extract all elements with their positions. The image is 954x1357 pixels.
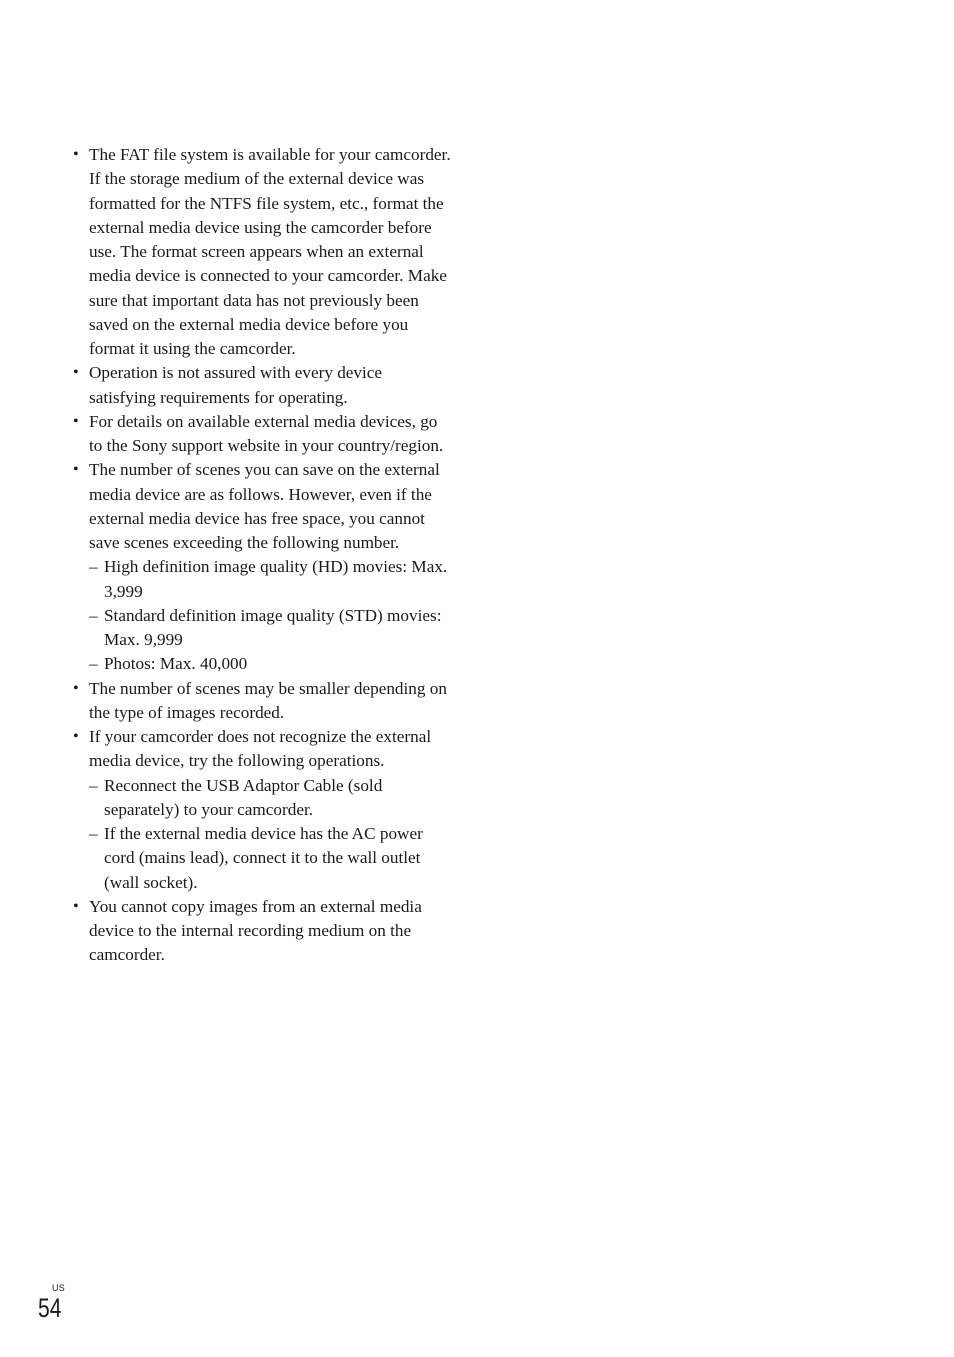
subitem-text: If the external media device has the AC power cord (mains lead), connect it to the wall outlet (wall socket). (104, 824, 423, 892)
note-operation-not-assured (73, 361, 451, 410)
subitem-text: High definition image quality (HD) movies: Max. 3,999 (104, 557, 448, 601)
dash-icon: – (89, 775, 98, 795)
subitem-ac-power (73, 822, 451, 895)
bullet-icon: • (73, 728, 79, 745)
note-text: Operation is not assured with every device satisfying requirements for operating. (89, 363, 383, 407)
note-fat-file-system (73, 143, 451, 361)
bullet-icon: • (73, 897, 79, 915)
subitem-reconnect-usb (73, 774, 451, 823)
bullet-icon: • (73, 364, 79, 382)
subitem-std-limit (73, 604, 451, 653)
note-text: For details on available external media devices, go to the Sony support website in your country/region. (89, 411, 444, 455)
dash-icon: – (89, 654, 98, 674)
dash-icon: – (89, 557, 98, 577)
language-code: US (52, 1283, 65, 1293)
subitem-hd-limit (73, 555, 451, 604)
note-scenes-smaller (73, 677, 451, 726)
subitem-text: Photos: Max. 40,000 (104, 654, 248, 674)
subitem-text: Reconnect the USB Adaptor Cable (sold separately) to your camcorder. (104, 775, 383, 819)
bullet-icon: • (73, 412, 79, 430)
subitem-photos-limit (73, 652, 451, 676)
note-text: The number of scenes may be smaller depending on the type of images recorded. (89, 678, 447, 722)
note-not-recognized (73, 725, 451, 774)
note-sony-support (73, 410, 451, 459)
notes-list (73, 143, 451, 968)
dash-icon: – (89, 824, 98, 843)
note-text: The FAT file system is available for your camcorder. If the storage medium of the external device was formatted for the NTFS file system, etc., format the external media device using the camcorder before use. The format screen appears when an external media device is connected to your camcorder. Make sure that important data has not previously been saved on the external media device before you format it using the camcorder. (89, 145, 451, 358)
note-text: The number of scenes you can save on the external media device are as follows. However, even if the external media device has free space, you cannot save scenes exceeding the following number. (89, 460, 440, 552)
bullet-icon: • (73, 679, 79, 697)
subitem-text: Standard definition image quality (STD) movies: Max. 9,999 (104, 605, 442, 649)
dash-icon: – (89, 605, 98, 625)
bullet-icon: • (73, 146, 79, 163)
note-text: You cannot copy images from an external media device to the internal recording medium on the camcorder. (89, 896, 422, 965)
note-text: If your camcorder does not recognize the external media device, try the following operations. (89, 727, 432, 771)
page-number: 54 (38, 1293, 62, 1323)
note-cannot-copy (73, 895, 451, 968)
bullet-icon: • (73, 461, 79, 479)
note-scene-limits (73, 458, 451, 555)
